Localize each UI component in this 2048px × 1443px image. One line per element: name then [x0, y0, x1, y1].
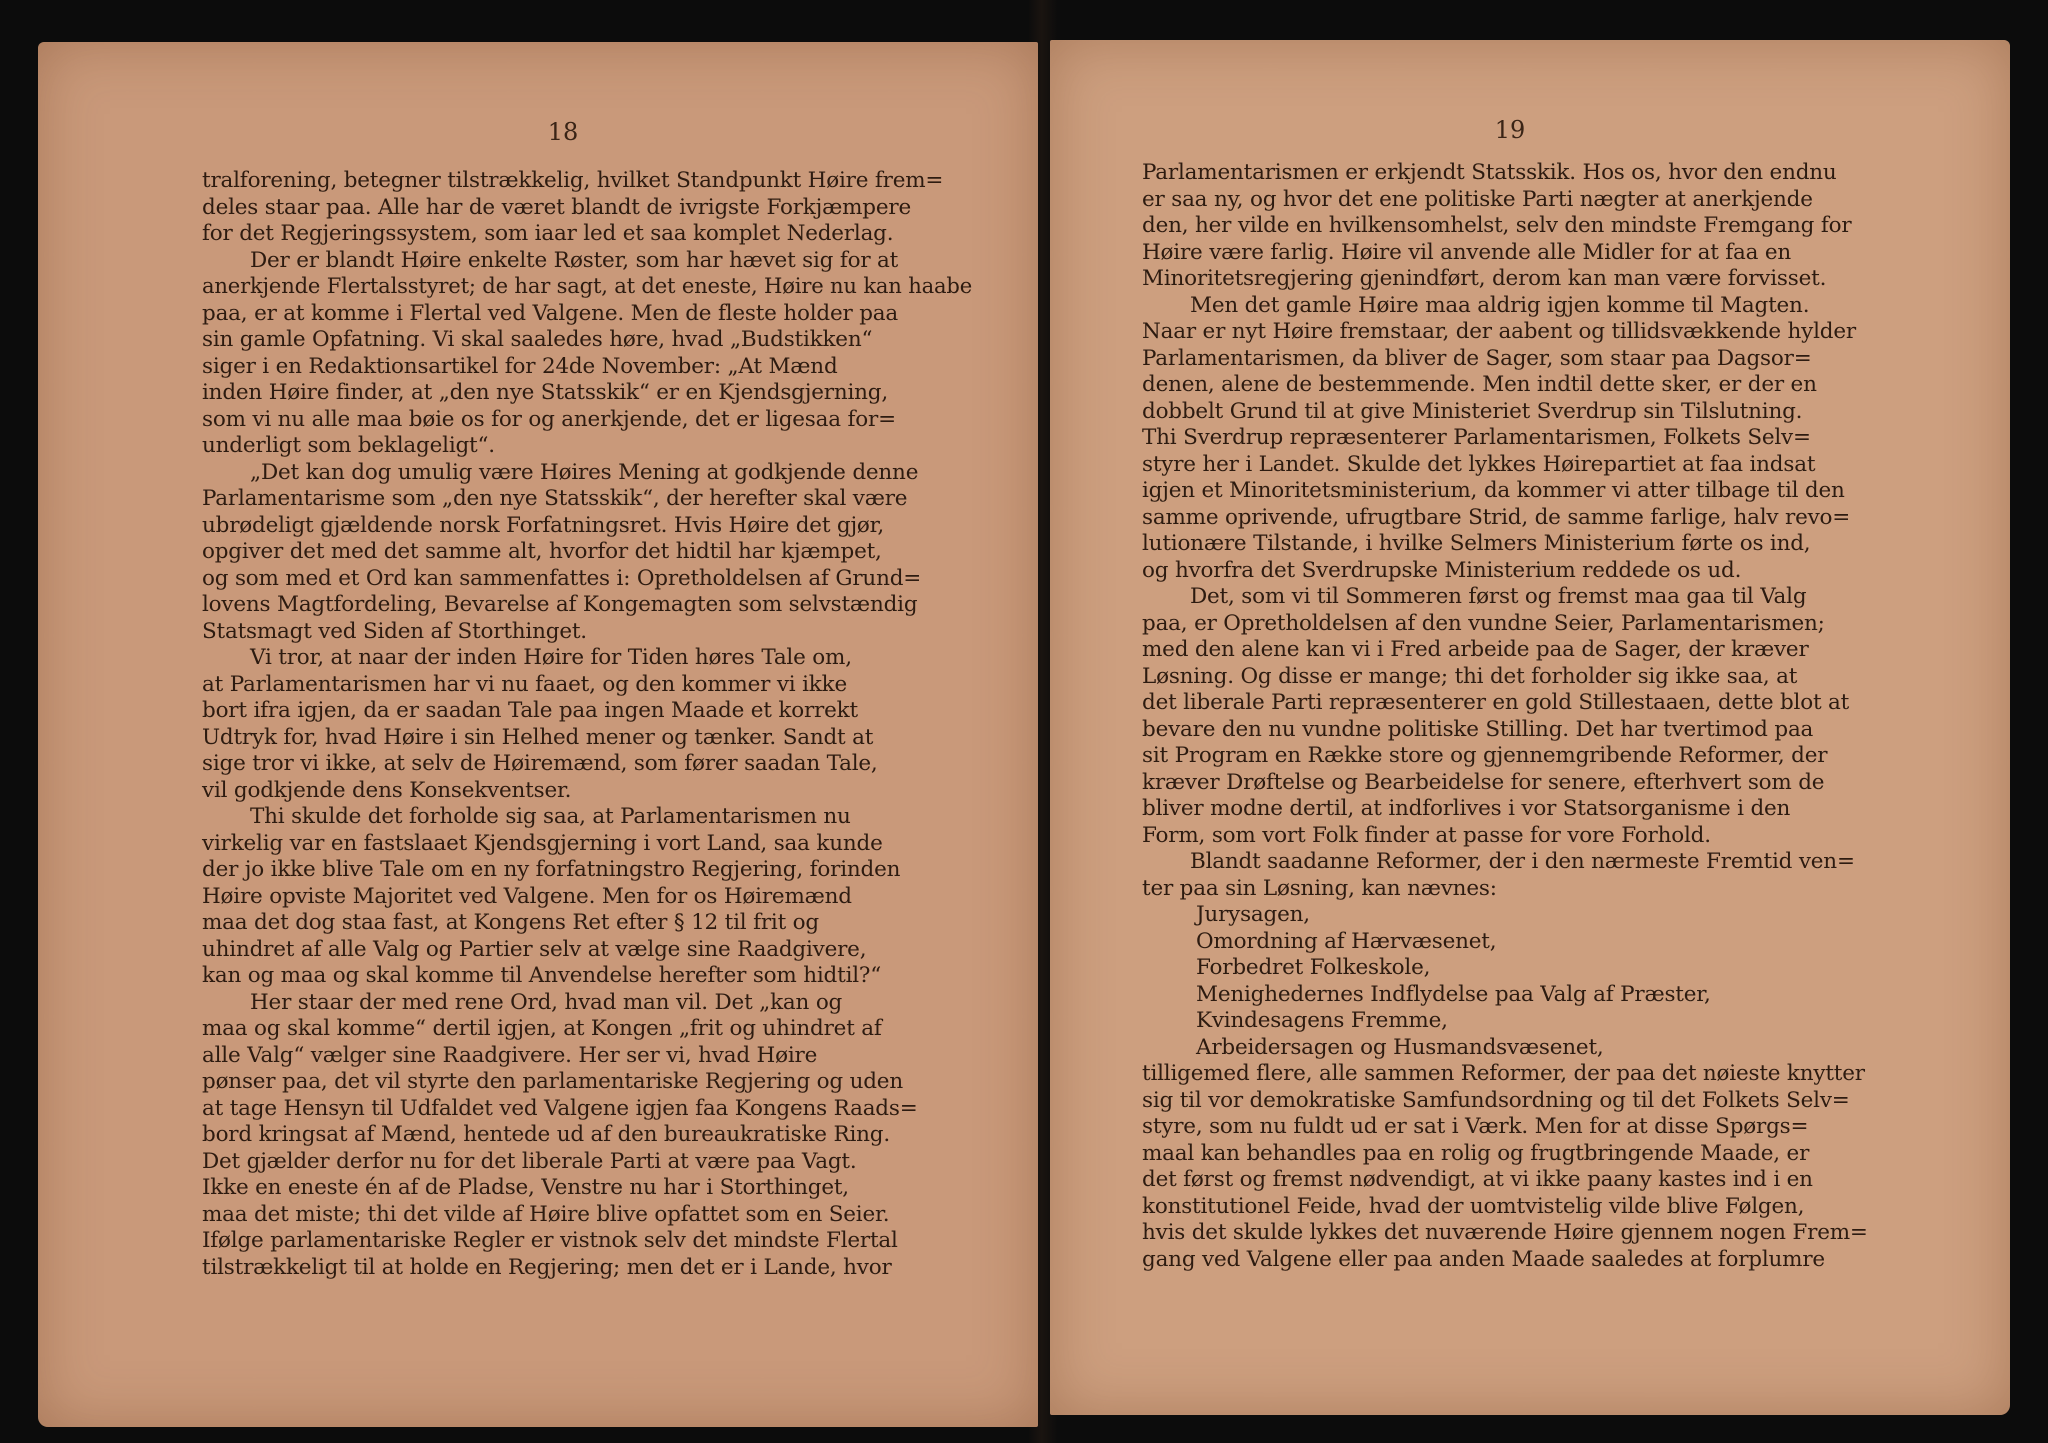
page-text [202, 168, 972, 1281]
list-item: Jurysagen, [1196, 902, 1310, 927]
text-line: bliver modne dertil, at indforlives i vor Statsorganisme i den [1142, 796, 1791, 821]
text-line: maa det dog staa fast, at Kongens Ret efter § 12 til frit og [202, 910, 819, 935]
text-line: paa, er Opretholdelsen af den vundne Seier, Parlamentarismen; [1142, 610, 1825, 636]
page-text [1142, 160, 1927, 1273]
text-line: alle Valg“ vælger sine Raadgivere. Her ser vi, hvad Høire [202, 1042, 818, 1068]
text-line: Parlamentarismen, da bliver de Sager, som staar paa Dagsor= [1142, 345, 1812, 371]
text-line: tralforening, betegner tilstrækkelig, hvilket Standpunkt Høire frem= [202, 168, 944, 193]
text-line: at tage Hensyn til Udfaldet ved Valgene igjen faa Kongens Raads= [202, 1095, 918, 1121]
text-line: tilstrækkeligt til at holde en Regjering; men det er i Lande, hvor [202, 1254, 892, 1280]
left-page [38, 42, 1038, 1427]
text-line: kan og maa og skal komme til Anvendelse herefter som hidtil?“ [202, 963, 882, 988]
text-line: den, her vilde en hvilkensomhelst, selv den mindste Fremgang for [1142, 213, 1852, 238]
text-line: og hvorfra det Sverdrupske Ministerium reddede os ud. [1142, 557, 1742, 583]
text-line: at Parlamentarismen har vi nu faaet, og den kommer vi ikke [202, 671, 847, 697]
text-line: anerkjende Flertalsstyret; de har sagt, at det eneste, Høire nu kan haabe [202, 274, 972, 299]
text-line: bevare den nu vundne politiske Stilling. Det har tvertimod paa [1142, 716, 1814, 742]
text-line: Høire opviste Majoritet ved Valgene. Men for os Høiremænd [202, 883, 852, 909]
text-line: bort ifra igjen, da er saadan Tale paa ingen Maade et korrekt [202, 698, 858, 723]
list-item: Menighedernes Indflydelse paa Valg af Præster, [1196, 981, 1711, 1007]
text-line: Løsning. Og disse er mange; thi det forholder sig ikke saa, at [1142, 663, 1798, 689]
list-item: Kvindesagens Fremme, [1196, 1008, 1448, 1033]
text-line: kræver Drøftelse og Bearbeidelse for senere, efterhvert som de [1142, 769, 1825, 795]
text-line: lutionære Tilstande, i hvilke Selmers Ministerium førte os ind, [1142, 531, 1811, 556]
text-line: Parlamentarisme som „den nye Statsskik“, der herefter skal være [202, 486, 908, 511]
text-line: lovens Magtfordeling, Bevarelse af Kongemagten som selvstændig [202, 592, 918, 617]
text-line: ter paa sin Løsning, kan nævnes: [1142, 875, 1497, 901]
text-line: Vi tror, at naar der inden Høire for Tiden høres Tale om, [250, 645, 852, 670]
text-line: Ifølge parlamentariske Regler er vistnok selv det mindste Flertal [202, 1228, 898, 1253]
text-line: Det gjælder derfor nu for det liberale Parti at være paa Vagt. [202, 1148, 857, 1174]
text-line: for det Regjeringssystem, som iaar led et saa komplet Nederlag. [202, 221, 894, 246]
text-line: samme oprivende, ufrugtbare Strid, de samme farlige, halv revo= [1142, 504, 1851, 530]
text-line: sig til vor demokratiske Samfundsordning og til det Folkets Selv= [1142, 1087, 1850, 1113]
text-line: „Det kan dog umulig være Høires Mening at godkjende denne [250, 459, 919, 485]
text-line: hvis det skulde lykkes det nuværende Høire gjennem nogen Frem= [1142, 1220, 1868, 1245]
text-line: konstitutionel Feide, hvad der uomtvistelig vilde blive Følgen, [1142, 1193, 1805, 1219]
text-line: pønser paa, det vil styrte den parlamentariske Regjering og uden [202, 1069, 903, 1094]
text-line: er saa ny, og hvor det ene politiske Parti nægter at anerkjende [1142, 186, 1813, 212]
text-line: Udtryk for, hvad Høire i sin Helhed mener og tænker. Sandt at [202, 724, 874, 750]
text-line: med den alene kan vi i Fred arbeide paa de Sager, der kræver [1142, 637, 1809, 662]
list-item: Arbeidersagen og Husmandsvæsenet, [1196, 1034, 1604, 1060]
text-line: Naar er nyt Høire fremstaar, der aabent og tillidsvækkende hylder [1142, 319, 1856, 344]
text-line: ubrødeligt gjældende norsk Forfatningsret. Hvis Høire det gjør, [202, 512, 885, 538]
text-line: der jo ikke blive Tale om en ny forfatningstro Regjering, forinden [202, 857, 901, 882]
text-line: gang ved Valgene eller paa anden Maade saaledes at forplumre [1142, 1246, 1825, 1272]
text-line: sige tror vi ikke, at selv de Høiremænd, som fører saadan Tale, [202, 751, 878, 776]
page-number: 18 [547, 118, 579, 146]
text-line: tilligemed flere, alle sammen Reformer, der paa det nøieste knytter [1142, 1061, 1865, 1086]
text-line: det liberale Parti repræsenterer en gold Stillestaaen, dette blot at [1142, 690, 1850, 715]
text-line: opgiver det med det samme alt, hvorfor det hidtil har kjæmpet, [202, 539, 882, 564]
text-line: underligt som beklageligt“. [202, 433, 495, 458]
list-item: Omordning af Hærvæsenet, [1196, 928, 1497, 954]
text-line: maal kan behandles paa en rolig og frugtbringende Maade, er [1142, 1140, 1810, 1166]
text-line: paa, er at komme i Flertal ved Valgene. Men de fleste holder paa [202, 300, 899, 326]
text-line: Der er blandt Høire enkelte Røster, som har hævet sig for at [250, 247, 899, 273]
text-line: virkelig var en fastslaaet Kjendsgjerning i vort Land, saa kunde [202, 830, 883, 856]
text-line: bord kringsat af Mænd, hentede ud af den bureaukratiske Ring. [202, 1122, 890, 1147]
text-line: siger i en Redaktionsartikel for 24de November: „At Mænd [202, 353, 838, 379]
page-number: 19 [1494, 116, 1526, 144]
text-line: Thi skulde det forholde sig saa, at Parlamentarismen nu [250, 804, 851, 829]
text-line: Statsmagt ved Siden af Storthinget. [202, 618, 587, 644]
text-line: maa det miste; thi det vilde af Høire blive opfattet som en Seier. [202, 1201, 890, 1227]
text-line: Parlamentarismen er erkjendt Statsskik. Hos os, hvor den endnu [1142, 160, 1837, 185]
text-line: Minoritetsregjering gjenindført, derom kan man være forvisset. [1142, 266, 1827, 291]
text-line: Thi Sverdrup repræsenterer Parlamentarismen, Folkets Selv= [1142, 425, 1811, 450]
text-line: og som med et Ord kan sammenfattes i: Opretholdelsen af Grund= [202, 565, 922, 591]
text-line: igjen et Minoritetsministerium, da kommer vi atter tilbage til den [1142, 478, 1845, 503]
text-line: styre, som nu fuldt ud er sat i Værk. Men for at disse Spørgs= [1142, 1114, 1809, 1139]
text-line: inden Høire finder, at „den nye Statsskik“ er en Kjendsgjerning, [202, 380, 888, 405]
text-line: vil godkjende dens Konsekventser. [202, 777, 572, 803]
text-line: Form, som vort Folk finder at passe for vore Forhold. [1142, 822, 1711, 848]
text-line: Det, som vi til Sommeren først og fremst maa gaa til Valg [1190, 584, 1807, 609]
text-line: Ikke en eneste én af de Pladse, Venstre nu har i Storthinget, [202, 1175, 849, 1200]
text-line: det først og fremst nødvendigt, at vi ikke paany kastes ind i en [1142, 1167, 1813, 1192]
text-line: Høire være farlig. Høire vil anvende alle Midler for at faa en [1142, 239, 1792, 265]
text-line: styre her i Landet. Skulde det lykkes Høirepartiet at faa indsat [1142, 451, 1816, 477]
text-line: dobbelt Grund til at give Ministeriet Sverdrup sin Tilslutning. [1142, 398, 1803, 424]
text-line: Men det gamle Høire maa aldrig igjen komme til Magten. [1190, 292, 1810, 318]
text-line: uhindret af alle Valg og Partier selv at vælge sine Raadgivere, [202, 936, 867, 962]
text-line: Blandt saadanne Reformer, der i den nærmeste Fremtid ven= [1190, 849, 1855, 874]
text-line: Her staar der med rene Ord, hvad man vil. Det „kan og [250, 989, 843, 1015]
list-item: Forbedret Folkeskole, [1196, 955, 1431, 980]
text-line: sit Program en Række store og gjennemgribende Reformer, der [1142, 743, 1828, 768]
text-line: sin gamle Opfatning. Vi skal saaledes høre, hvad „Budstikken“ [202, 327, 873, 352]
right-page [1050, 40, 2010, 1415]
text-line: maa og skal komme“ dertil igjen, at Kongen „frit og uhindret af [202, 1016, 882, 1041]
text-line: denen, alene de bestemmende. Men indtil dette sker, er der en [1142, 372, 1817, 397]
text-line: deles staar paa. Alle har de været blandt de ivrigste Forkjæmpere [202, 194, 911, 220]
text-line: som vi nu alle maa bøie os for og anerkjende, det er ligesaa for= [202, 406, 896, 432]
